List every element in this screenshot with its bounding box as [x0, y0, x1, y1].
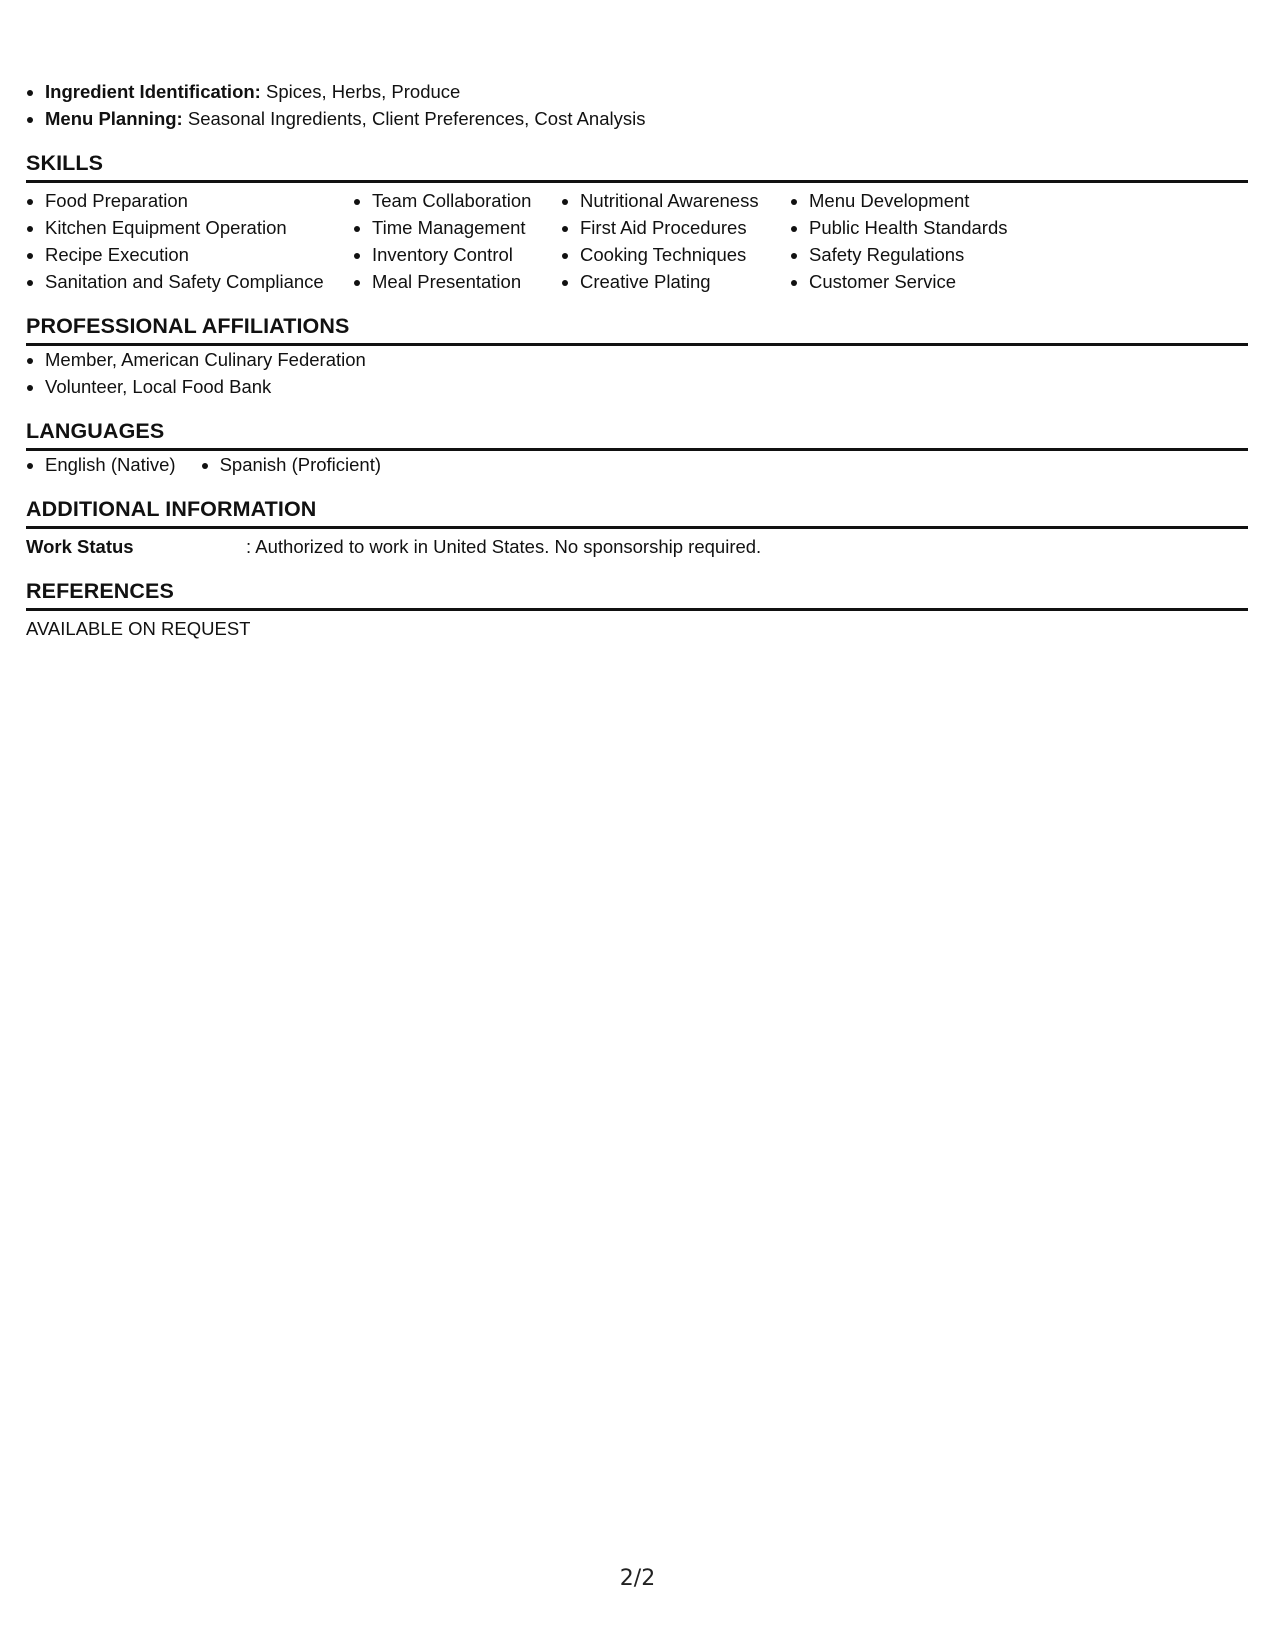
section-title: PROFESSIONAL AFFILIATIONS: [26, 312, 1248, 346]
skills-column: [353, 187, 561, 295]
list-item: Member, American Culinary Federation: [26, 346, 1248, 373]
work-status-label: Work Status: [26, 536, 134, 557]
work-status-value: : Authorized to work in United States. No sponsorship required.: [246, 536, 762, 557]
skills-column: [561, 187, 790, 295]
skill-item: Meal Presentation: [353, 268, 561, 295]
skills-grid: [26, 183, 1248, 295]
skill-item: First Aid Procedures: [561, 214, 790, 241]
section-title: ADDITIONAL INFORMATION: [26, 495, 1248, 529]
skill-item: Nutritional Awareness: [561, 187, 790, 214]
skill-item: Menu Development: [790, 187, 1040, 214]
skills-column: [790, 187, 1040, 295]
language-item: English (Native): [26, 451, 176, 478]
list-item: Volunteer, Local Food Bank: [26, 373, 1248, 400]
skill-item: Sanitation and Safety Compliance: [26, 268, 353, 295]
skill-item: Creative Plating: [561, 268, 790, 295]
skills-column: [26, 187, 353, 295]
intro-list: [26, 78, 1248, 132]
work-status-row: [26, 529, 1248, 560]
language-item: Spanish (Proficient): [201, 451, 381, 478]
skill-item: Inventory Control: [353, 241, 561, 268]
item-label: Ingredient Identification:: [45, 81, 261, 102]
skill-item: Safety Regulations: [790, 241, 1040, 268]
section-title: REFERENCES: [26, 577, 1248, 611]
affiliations-section: [26, 312, 1248, 400]
skill-item: Food Preparation: [26, 187, 353, 214]
affiliations-list: [26, 346, 1248, 400]
references-section: [26, 577, 1248, 642]
skill-item: Public Health Standards: [790, 214, 1040, 241]
list-item: [26, 105, 1248, 132]
skill-item: Time Management: [353, 214, 561, 241]
additional-info-section: [26, 495, 1248, 560]
item-text: Spices, Herbs, Produce: [260, 81, 461, 102]
skill-item: Cooking Techniques: [561, 241, 790, 268]
languages-section: [26, 417, 1248, 478]
languages-list: [26, 451, 1248, 478]
skill-item: Customer Service: [790, 268, 1040, 295]
skill-item: Team Collaboration: [353, 187, 561, 214]
list-item: [26, 78, 1248, 105]
resume-page: [26, 78, 1248, 642]
item-text: Seasonal Ingredients, Client Preferences, Cost Analysis: [182, 108, 646, 129]
skill-item: Recipe Execution: [26, 241, 353, 268]
references-text: AVAILABLE ON REQUEST: [26, 618, 251, 639]
page-number: 2/2: [619, 1566, 656, 1591]
section-title: LANGUAGES: [26, 417, 1248, 451]
skill-item: Kitchen Equipment Operation: [26, 214, 353, 241]
skills-section: [26, 149, 1248, 295]
section-title: SKILLS: [26, 149, 1248, 183]
item-label: Menu Planning:: [45, 108, 183, 129]
